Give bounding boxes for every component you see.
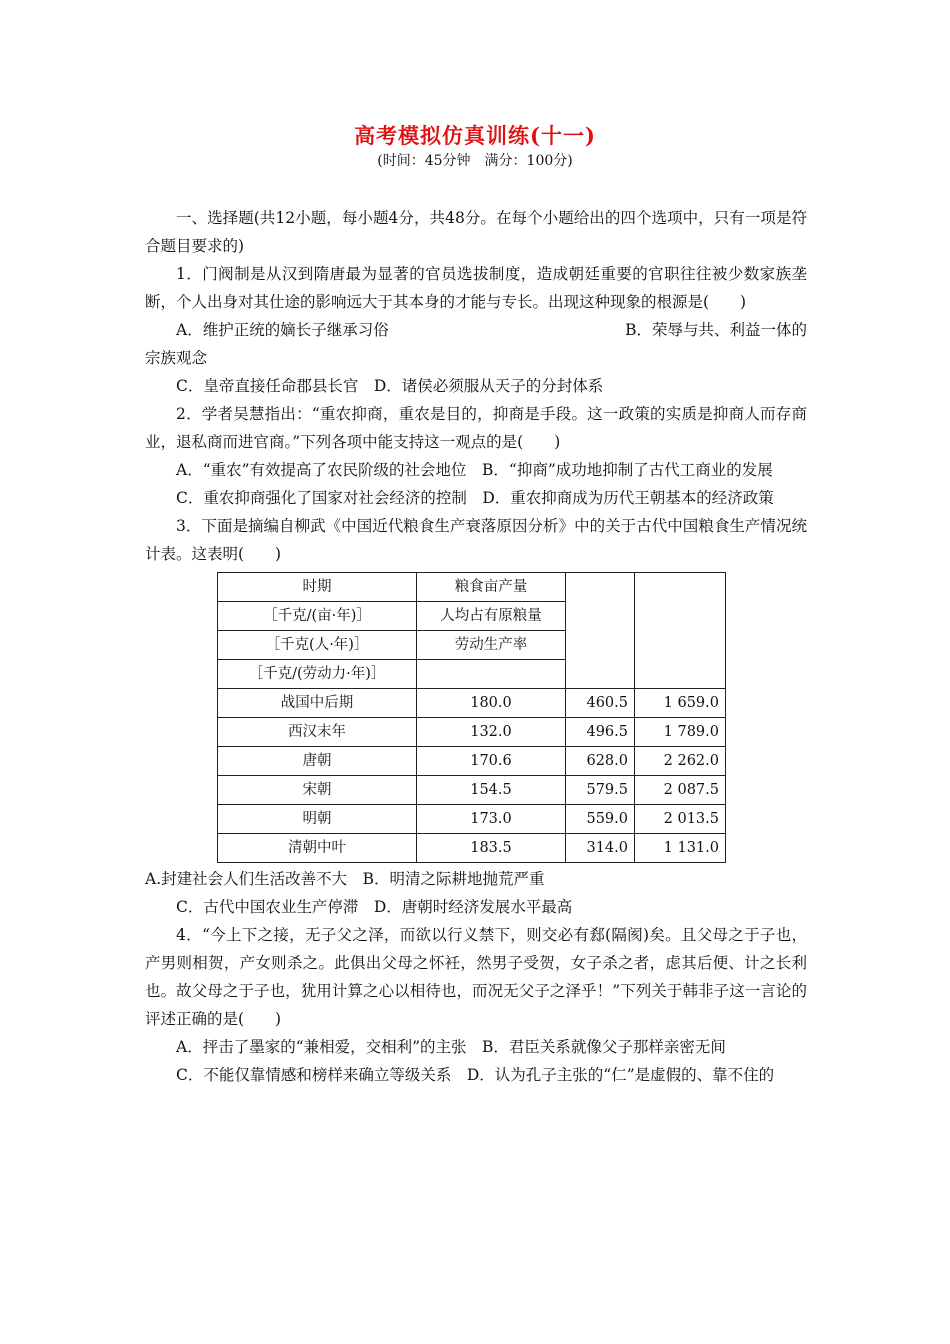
question-2-options-ab: A．“重农”有效提高了农民阶级的社会地位 B．“抑商”成功地抑制了古代工商业的发展 <box>176 461 773 479</box>
table-cell-productivity: 1 659.0 <box>635 689 726 718</box>
table-cell-productivity: 1 131.0 <box>635 834 726 863</box>
question-1-option-b: B．荣辱与共、利益一体的 <box>625 321 807 339</box>
question-2-options-cd: C．重农抑商强化了国家对社会经济的控制 D．重农抑商成为历代王朝基本的经济政策 <box>176 489 774 507</box>
table-row <box>218 689 726 718</box>
table-cell-per-capita: 314.0 <box>566 834 635 863</box>
table-cell-per-capita: 579.5 <box>566 776 635 805</box>
table-row <box>218 776 726 805</box>
table-empty-cell <box>635 573 726 602</box>
question-4-options-ab: A．抨击了墨家的“兼相爱，交相利”的主张 B．君臣关系就像父子那样亲密无间 <box>176 1038 726 1056</box>
table-cell-yield: 180.0 <box>417 689 566 718</box>
table-header-cell: 时期 <box>218 573 417 602</box>
question-3-options-cd: C．古代中国农业生产停滞 D．唐朝时经济发展水平最高 <box>176 898 573 916</box>
question-1-stem: 1．门阀制是从汉到隋唐最为显著的官员选拔制度，造成朝廷重要的官职往往被少数家族垄断，个人出身对其仕途的影响远大于其本身的才能与专长。出现这种现象的根源是( ) <box>145 265 807 311</box>
table-empty-cell <box>635 631 726 660</box>
table-empty-cell <box>635 660 726 689</box>
table-header-cell: 人均占有原粮量 <box>417 602 566 631</box>
table-empty-cell <box>566 602 635 631</box>
table-row <box>218 747 726 776</box>
table-cell-productivity: 2 013.5 <box>635 805 726 834</box>
table-header-cell: 粮食亩产量 <box>417 573 566 602</box>
table-cell-yield: 170.6 <box>417 747 566 776</box>
grain-statistics-table <box>217 572 726 863</box>
question-1-option-b-cont: 宗族观念 <box>145 349 208 367</box>
table-cell-yield: 154.5 <box>417 776 566 805</box>
table-row <box>218 718 726 747</box>
table-row <box>218 805 726 834</box>
table-cell-yield: 183.5 <box>417 834 566 863</box>
table-empty-cell <box>566 573 635 602</box>
question-1-option-a: A．维护正统的嫡长子继承习俗 <box>176 321 389 339</box>
question-3-stem: 3．下面是摘编自柳武《中国近代粮食生产衰落原因分析》中的关于古代中国粮食生产情况统计表。这表明( ) <box>145 517 807 563</box>
table-cell-per-capita: 496.5 <box>566 718 635 747</box>
table-cell-period: 西汉末年 <box>218 718 417 747</box>
table-header-cell: ［千克(人·年)］ <box>218 631 417 660</box>
table-cell-per-capita: 460.5 <box>566 689 635 718</box>
question-1-options-cd: C．皇帝直接任命郡县长官 D．诸侯必须服从天子的分封体系 <box>176 377 604 395</box>
table-cell-productivity: 2 262.0 <box>635 747 726 776</box>
table-header-row <box>218 631 726 660</box>
exam-content <box>145 204 807 1089</box>
table-row <box>218 834 726 863</box>
table-header-row <box>218 573 726 602</box>
page-title: 高考模拟仿真训练(十一) <box>354 123 596 148</box>
table-cell-productivity: 1 789.0 <box>635 718 726 747</box>
table-header-cell: ［千克/(劳动力·年)］ <box>218 660 417 689</box>
table-cell-period: 唐朝 <box>218 747 417 776</box>
table-cell-period: 宋朝 <box>218 776 417 805</box>
question-4-stem: 4．“今上下之接，无子父之泽，而欲以行义禁下，则交必有郄(隔阂)矣。且父母之于子也，产男则相贺，产女则杀之。此俱出父母之怀衽，然男子受贺，女子杀之者，虑其后便、计之长利也。故父母之于子也，犹用计算之心以相待也，而况无父子之泽乎！”下列关于韩非子这一言论的评述正确的是( ) <box>145 926 807 1028</box>
question-4-options-cd: C．不能仅靠情感和榜样来确立等级关系 D．认为孔子主张的“仁”是虚假的、靠不住的 <box>176 1066 775 1084</box>
table-header-row <box>218 602 726 631</box>
table-empty-cell <box>635 602 726 631</box>
table-cell-yield: 173.0 <box>417 805 566 834</box>
table-cell-per-capita: 628.0 <box>566 747 635 776</box>
table-cell-period: 明朝 <box>218 805 417 834</box>
table-header-row <box>218 660 726 689</box>
table-cell-productivity: 2 087.5 <box>635 776 726 805</box>
table-cell-yield: 132.0 <box>417 718 566 747</box>
table-cell-per-capita: 559.0 <box>566 805 635 834</box>
table-header-cell: ［千克/(亩·年)］ <box>218 602 417 631</box>
table-header-cell <box>417 660 566 689</box>
table-empty-cell <box>566 631 635 660</box>
question-2-stem: 2．学者吴慧指出：“重农抑商，重农是目的，抑商是手段。这一政策的实质是抑商人而存商业，退私商而进官商。”下列各项中能支持这一观点的是( ) <box>145 405 807 451</box>
table-header-cell: 劳动生产率 <box>417 631 566 660</box>
section-intro: 一、选择题(共12小题，每小题4分，共48分。在每个小题给出的四个选项中，只有一项是符合题目要求的) <box>145 209 807 255</box>
question-1-options-ab <box>145 316 807 344</box>
page-subtitle: (时间：45分钟 满分：100分) <box>377 153 573 169</box>
table-cell-period: 清朝中叶 <box>218 834 417 863</box>
question-3-options-ab: A.封建社会人们生活改善不大 B．明清之际耕地抛荒严重 <box>145 870 545 888</box>
table-cell-period: 战国中后期 <box>218 689 417 718</box>
table-empty-cell <box>566 660 635 689</box>
